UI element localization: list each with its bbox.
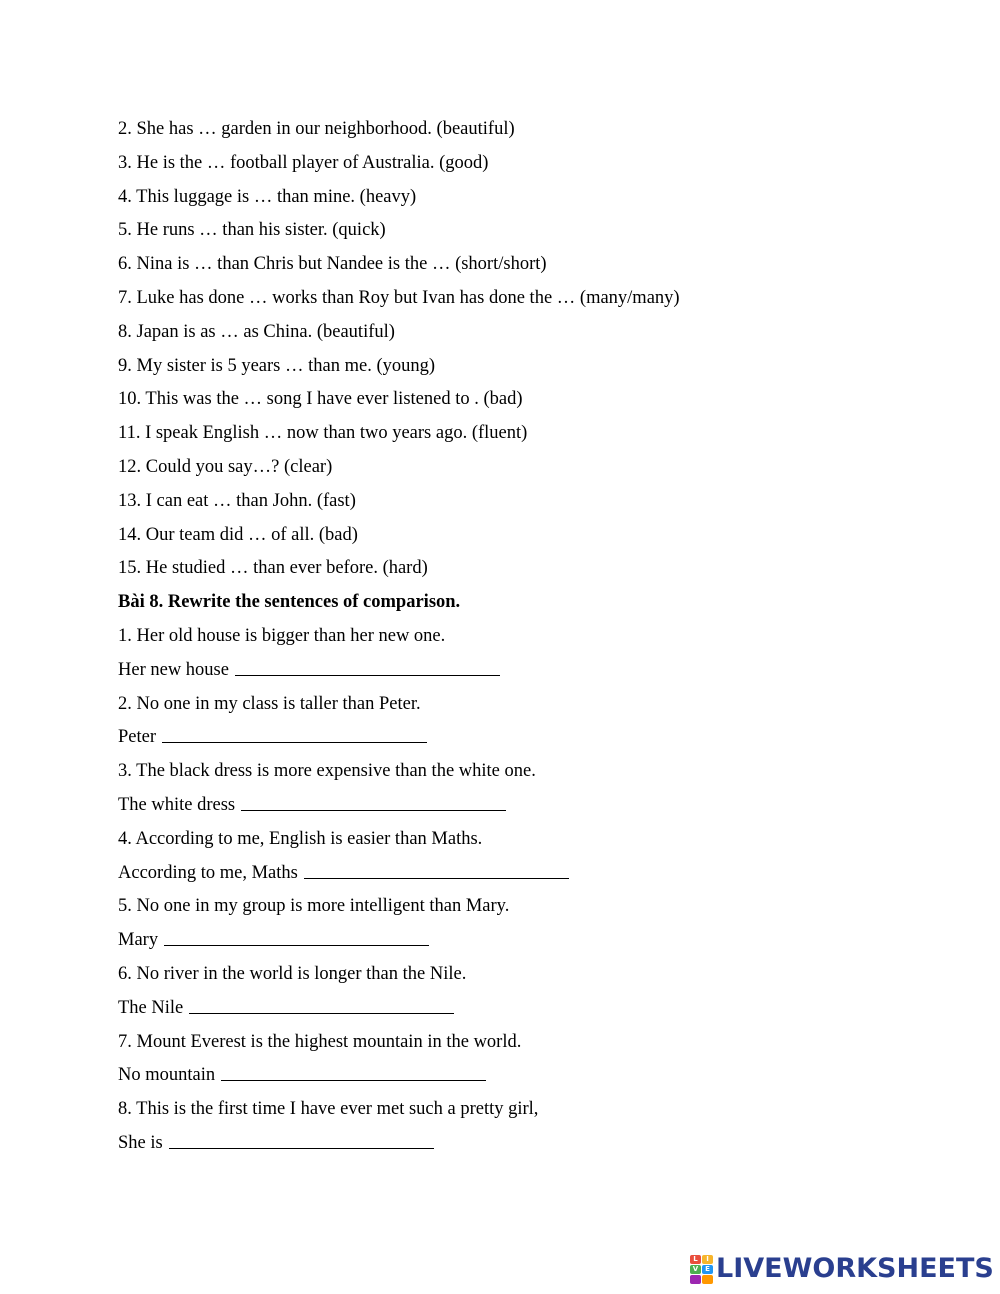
- logo-tile: V: [690, 1265, 701, 1274]
- answer-blank[interactable]: [241, 790, 506, 811]
- exercise-item: 12. Could you say…? (clear): [118, 456, 333, 477]
- worksheet-content: [118, 113, 938, 1161]
- answer-blank[interactable]: [169, 1128, 434, 1149]
- rewrite-answer-row: [118, 1059, 938, 1093]
- answer-prompt: According to me, Maths: [118, 862, 298, 883]
- rewrite-answer-row: [118, 1127, 938, 1161]
- logo-wordmark: LIVEWORKSHEETS: [716, 1253, 994, 1284]
- exercise-item: 9. My sister is 5 years … than me. (young): [118, 355, 436, 376]
- answer-prompt: The Nile: [118, 997, 184, 1018]
- answer-blank[interactable]: [304, 858, 569, 879]
- rewrite-answer-row: [118, 789, 938, 823]
- liveworksheets-logo-icon: [690, 1255, 713, 1284]
- answer-blank[interactable]: [235, 655, 500, 676]
- exercise-item: 15. He studied … than ever before. (hard): [118, 558, 428, 579]
- answer-prompt: No mountain: [118, 1065, 216, 1086]
- liveworksheets-logo: [690, 1252, 994, 1286]
- rewrite-answer-row: [118, 654, 938, 688]
- answer-blank[interactable]: [221, 1060, 486, 1081]
- exercise-item: 13. I can eat … than John. (fast): [118, 490, 356, 511]
- logo-tile: E: [702, 1265, 713, 1274]
- exercise-item: 6. Nina is … than Chris but Nandee is the … (short/short): [118, 254, 547, 275]
- rewrite-answer-row: [118, 992, 938, 1026]
- exercise-item: 3. He is the … football player of Australia. (good): [118, 152, 489, 173]
- exercise-item: 11. I speak English … now than two years ago. (fluent): [118, 423, 528, 444]
- exercise-item: 2. She has … garden in our neighborhood. (beautiful): [118, 119, 515, 139]
- logo-tile: L: [690, 1255, 701, 1264]
- logo-tile: [690, 1275, 701, 1284]
- answer-prompt: She is: [118, 1132, 163, 1153]
- answer-prompt: Her new house: [118, 659, 229, 680]
- rewrite-sentence: 8. This is the first time I have ever met such a pretty girl,: [118, 1099, 539, 1120]
- exercise-item: 4. This luggage is … than mine. (heavy): [118, 186, 417, 207]
- exercise-item: 7. Luke has done … works than Roy but Ivan has done the … (many/many): [118, 287, 680, 308]
- answer-blank[interactable]: [162, 722, 427, 743]
- exercise-item: 14. Our team did … of all. (bad): [118, 524, 358, 545]
- logo-tile: I: [702, 1255, 713, 1264]
- exercise-item: 10. This was the … song I have ever listened to . (bad): [118, 389, 523, 410]
- rewrite-answer-row: [118, 857, 938, 891]
- answer-prompt: Peter: [118, 727, 157, 748]
- answer-blank[interactable]: [189, 993, 454, 1014]
- answer-blank[interactable]: [164, 925, 429, 946]
- rewrite-answer-row: [118, 721, 938, 755]
- rewrite-sentence: 3. The black dress is more expensive than the white one.: [118, 761, 536, 782]
- logo-tile: [702, 1275, 713, 1284]
- rewrite-sentence: 6. No river in the world is longer than the Nile.: [118, 963, 467, 984]
- rewrite-sentence: 4. According to me, English is easier than Maths.: [118, 828, 483, 849]
- rewrite-sentence: 7. Mount Everest is the highest mountain in the world.: [118, 1031, 522, 1052]
- exercise-item: 5. He runs … than his sister. (quick): [118, 220, 386, 241]
- answer-prompt: The white dress: [118, 794, 236, 815]
- section-heading: Bài 8. Rewrite the sentences of comparison.: [118, 592, 461, 613]
- answer-prompt: Mary: [118, 930, 159, 951]
- rewrite-sentence: 2. No one in my class is taller than Peter.: [118, 693, 421, 714]
- rewrite-sentence: 1. Her old house is bigger than her new one.: [118, 625, 446, 646]
- rewrite-answer-row: [118, 924, 938, 958]
- exercise-item: 8. Japan is as … as China. (beautiful): [118, 321, 395, 342]
- rewrite-sentence: 5. No one in my group is more intelligent than Mary.: [118, 896, 510, 917]
